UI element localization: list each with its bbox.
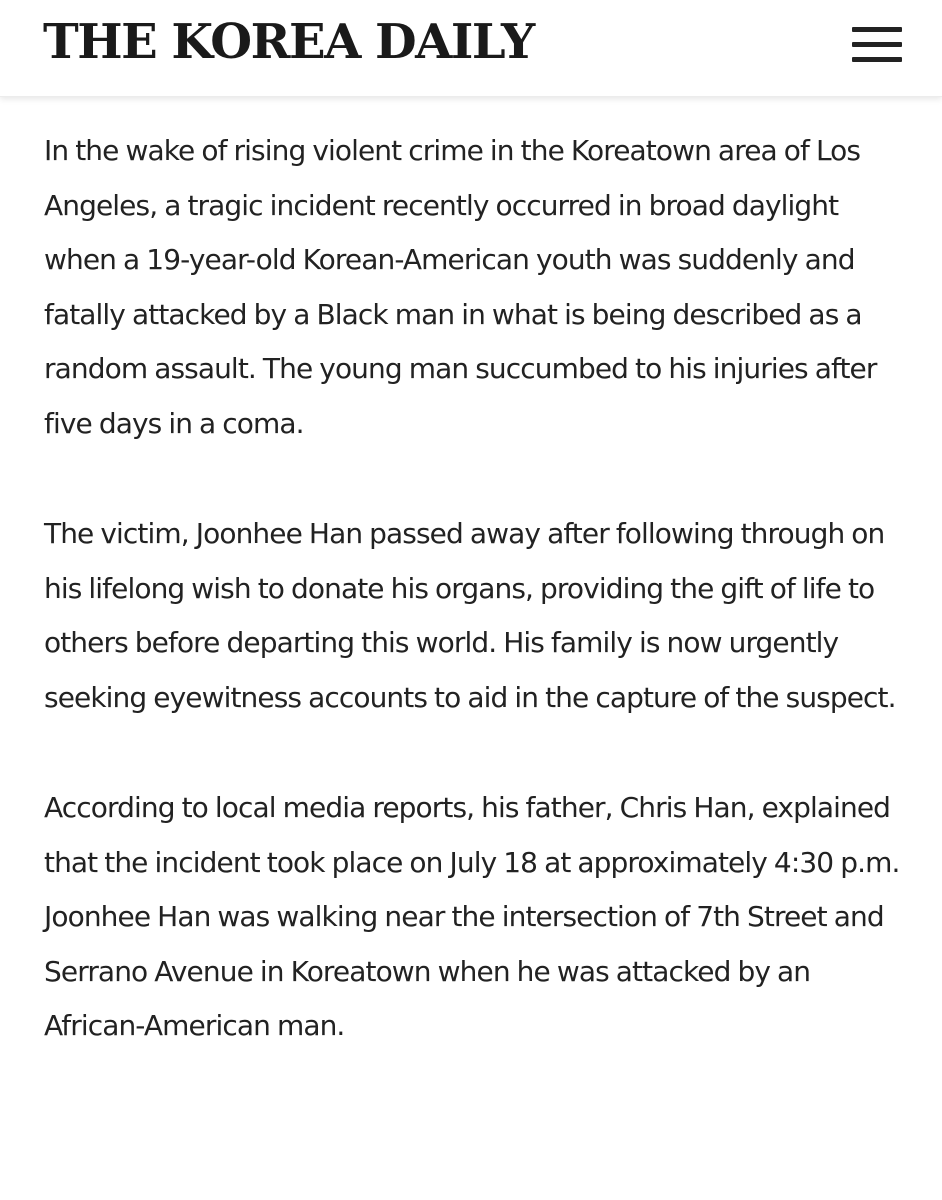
article-paragraph-3: According to local media reports, his father, Chris Han, explained that the incident took place on July 18 at approximately 4:30 p.m. Joonhee Han was walking near the intersection of 7th Street and Serrano Avenue in Koreatown when he was attacked by an African-American man.	[44, 791, 900, 1042]
menu-icon-bar	[852, 27, 902, 32]
hamburger-menu-icon	[852, 27, 902, 63]
article-paragraph-1: In the wake of rising violent crime in the Koreatown area of Los Angeles, a tragic incident recently occurred in broad daylight when a 19-year-old Korean-American youth was suddenly and fatally attacked by a Black man in what is being described as a random assault. The young man succumbed to his injuries after five days in a coma.	[44, 134, 877, 440]
site-header	[0, 0, 942, 97]
site-logo[interactable]: THE KOREA DAILY	[43, 14, 534, 70]
menu-button[interactable]	[848, 24, 906, 66]
menu-icon-bar	[852, 42, 902, 47]
menu-icon-bar	[852, 57, 902, 62]
article-body	[44, 124, 914, 1110]
article-paragraph-2: The victim, Joonhee Han passed away after following through on his lifelong wish to donate his organs, providing the gift of life to others before departing this world. His family is now urgently seeking eyewitness accounts to aid in the capture of the suspect.	[44, 517, 896, 714]
